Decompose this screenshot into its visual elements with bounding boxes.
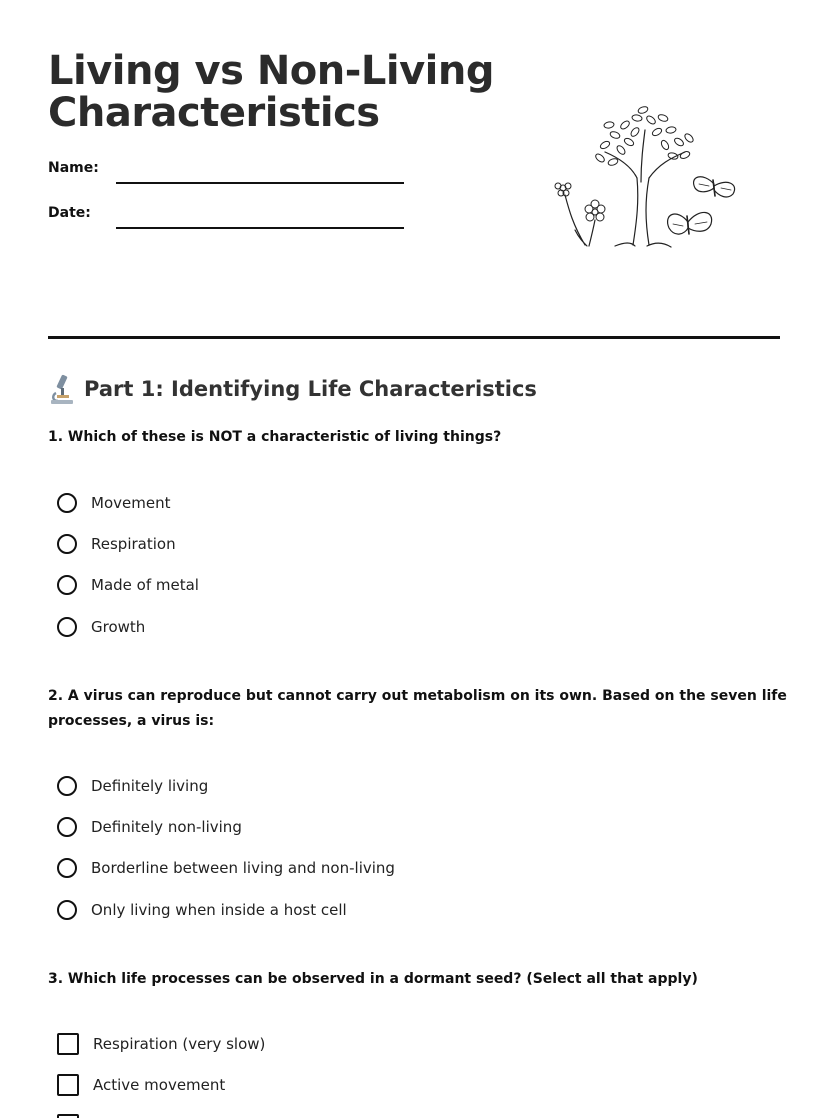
q2-option-3[interactable] [57,855,395,881]
question-2 [48,684,787,734]
name-field[interactable] [48,160,408,190]
part1-heading-text: Part 1: Identifying Life Characteristics [84,377,537,401]
q1-option-2[interactable] [57,531,176,557]
checkbox[interactable] [57,1074,79,1096]
radio-button[interactable] [57,858,77,878]
radio-button[interactable] [57,493,77,513]
question-3 [48,967,748,992]
tree-flowers-butterflies-illustration [545,100,745,255]
q1-option-4[interactable] [57,614,145,640]
radio-button[interactable] [57,776,77,796]
title-line-2: Characteristics [48,90,380,136]
microscope-icon [48,373,76,405]
q1-option-1[interactable] [57,490,170,516]
option-label: Movement [91,494,171,512]
q2-option-4[interactable] [57,897,347,923]
date-blank-line[interactable] [116,227,404,229]
option-label: Respiration (very slow) [93,1035,266,1053]
q1-option-3[interactable] [57,572,199,598]
radio-button[interactable] [57,575,77,595]
option-label: Respiration [91,535,176,553]
name-label: Name: [48,160,99,176]
option-label: Only living when inside a host cell [91,901,347,919]
option-label: Definitely living [91,777,209,795]
date-field[interactable] [48,205,408,235]
title-line-1: Living vs Non-Living [48,48,494,94]
option-label: Made of metal [91,576,199,594]
q3-option-1[interactable] [57,1031,265,1057]
question-1 [48,425,748,450]
name-blank-line[interactable] [116,182,404,184]
option-label: Active movement [93,1076,226,1094]
part1-heading [48,372,537,406]
q3-option-2[interactable] [57,1072,225,1098]
q2-option-1[interactable] [57,773,208,799]
question-2-text-line-2: processes, a virus is: [48,713,215,729]
section-divider [48,336,780,339]
date-label: Date: [48,205,91,221]
question-2-text-line-1: 2. A virus can reproduce but cannot carry out metabolism on its own. Based on the seven life [48,688,787,704]
checkbox[interactable] [57,1033,79,1055]
checkbox[interactable] [57,1114,79,1118]
radio-button[interactable] [57,617,77,637]
option-label: Borderline between living and non-living [91,859,395,877]
question-3-text: 3. Which life processes can be observed in a dormant seed? (Select all that apply) [48,971,698,987]
option-label: Growth [91,618,146,636]
radio-button[interactable] [57,817,77,837]
question-1-text: 1. Which of these is NOT a characteristic of living things? [48,429,502,445]
worksheet-title [48,48,494,136]
option-label: Definitely non-living [91,818,242,836]
radio-button[interactable] [57,900,77,920]
q3-option-3[interactable] [57,1112,93,1118]
q2-option-2[interactable] [57,814,242,840]
radio-button[interactable] [57,534,77,554]
